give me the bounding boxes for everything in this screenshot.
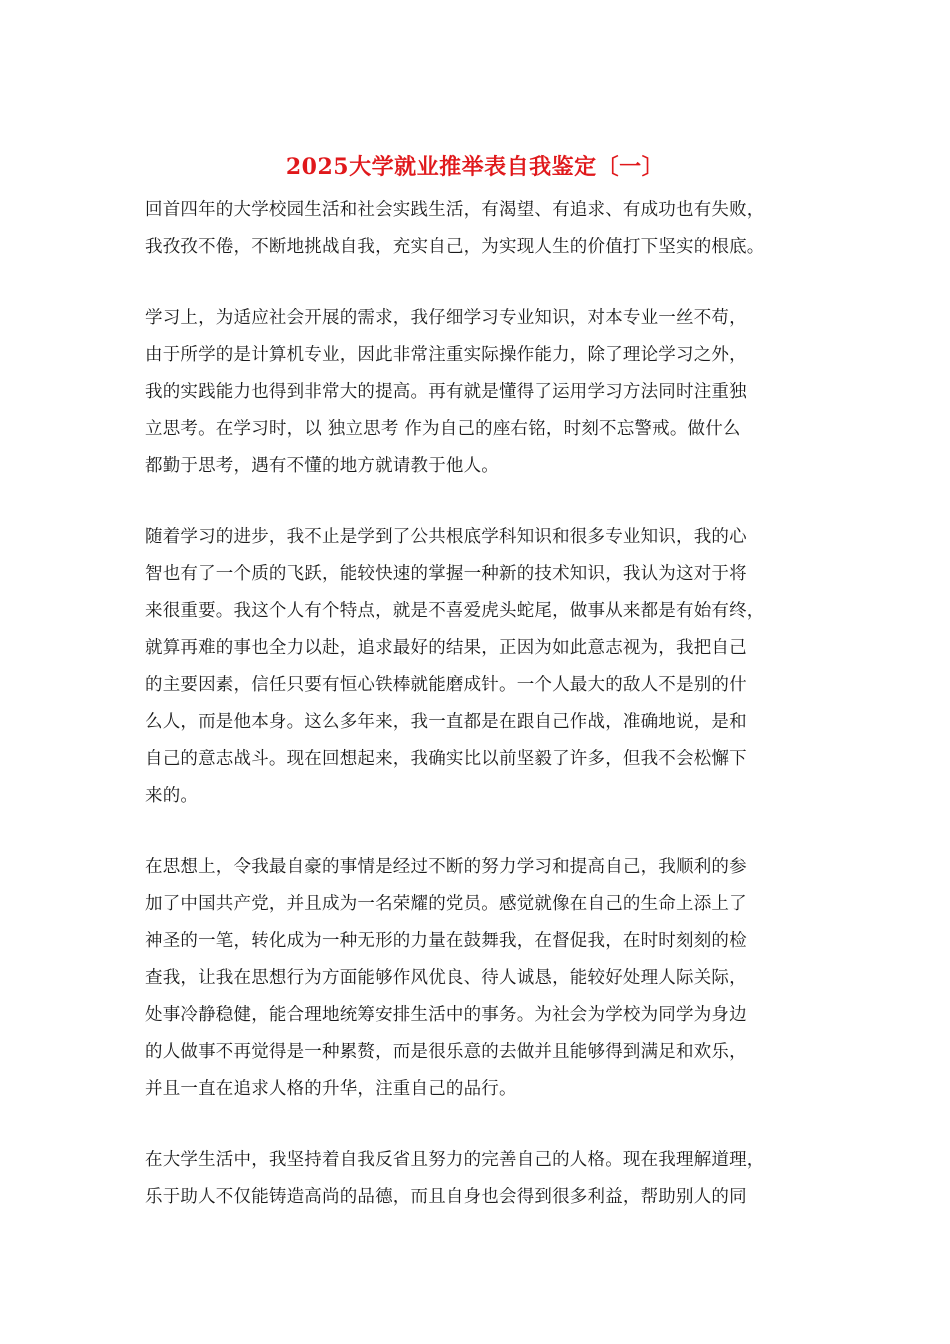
text-line: 的人做事不再觉得是一种累赘，而是很乐意的去做并且能够得到满足和欢乐， — [145, 1042, 747, 1062]
text-line: 处事冷静稳健，能合理地统筹安排生活中的事务。为社会为学校为同学为身边 — [145, 1005, 747, 1025]
text-line: 加了中国共产党，并且成为一名荣耀的党员。感觉就像在自己的生命上添上了 — [145, 894, 747, 914]
text-line: 在思想上，令我最自豪的事情是经过不断的努力学习和提高自己，我顺利的参 — [145, 857, 747, 877]
text-line: 自己的意志战斗。现在回想起来，我确实比以前坚毅了许多，但我不会松懈下 — [145, 749, 747, 769]
text-line: 都勤于思考，遇有不懂的地方就请教于他人。 — [145, 456, 499, 476]
text-line: 查我，让我在思想行为方面能够作风优良、待人诚恳，能较好处理人际关际， — [145, 968, 747, 988]
text-line: 我孜孜不倦，不断地挑战自我，充实自己，为实现人生的价值打下坚实的根底。 — [145, 237, 765, 257]
document-title: 2025大学就业推举表自我鉴定〔一〕 — [285, 154, 665, 180]
text-line: 随着学习的进步，我不止是学到了公共根底学科知识和很多专业知识，我的心 — [145, 527, 747, 547]
text-line: 么人，而是他本身。这么多年来，我一直都是在跟自己作战，准确地说，是和 — [145, 712, 747, 732]
text-line: 的主要因素，信任只要有恒心铁棒就能磨成针。一个人最大的敌人不是别的什 — [145, 675, 747, 695]
text-line: 智也有了一个质的飞跃，能较快速的掌握一种新的技术知识，我认为这对于将 — [145, 564, 747, 584]
text-line: 在大学生活中，我坚持着自我反省且努力的完善自己的人格。现在我理解道理， — [145, 1150, 765, 1170]
text-line: 回首四年的大学校园生活和社会实践生活，有渴望、有追求、有成功也有失败， — [145, 200, 765, 220]
text-line: 来的。 — [145, 786, 199, 806]
text-line: 来很重要。我这个人有个特点，就是不喜爱虎头蛇尾，做事从来都是有始有终， — [145, 601, 765, 621]
text-line: 立思考。在学习时，以 独立思考 作为自己的座右铭，时刻不忘警戒。做什么 — [145, 419, 741, 439]
text-line: 我的实践能力也得到非常大的提高。再有就是懂得了运用学习方法同时注重独 — [145, 382, 747, 402]
text-line: 就算再难的事也全力以赴，追求最好的结果，正因为如此意志视为，我把自己 — [145, 638, 747, 658]
text-line: 学习上，为适应社会开展的需求，我仔细学习专业知识，对本专业一丝不苟， — [145, 308, 747, 328]
text-line: 并且一直在追求人格的升华，注重自己的品行。 — [145, 1079, 517, 1099]
text-line: 乐于助人不仅能铸造高尚的品德，而且自身也会得到很多利益，帮助别人的同 — [145, 1187, 747, 1207]
text-line: 神圣的一笔，转化成为一种无形的力量在鼓舞我，在督促我，在时时刻刻的检 — [145, 931, 747, 951]
text-line: 由于所学的是计算机专业，因此非常注重实际操作能力，除了理论学习之外， — [145, 345, 747, 365]
